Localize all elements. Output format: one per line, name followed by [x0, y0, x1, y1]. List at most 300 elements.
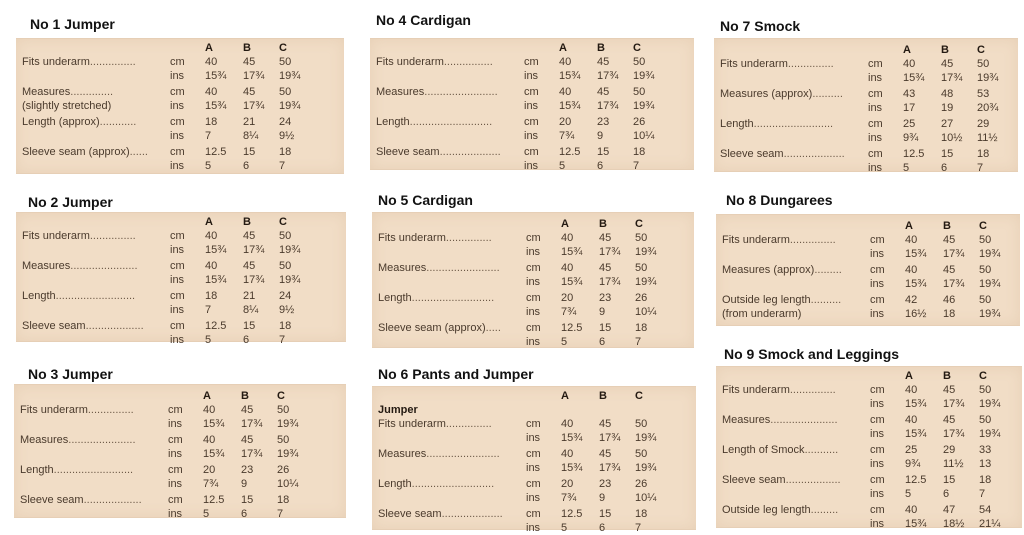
size-value: 9 — [241, 478, 248, 490]
unit-label: cm — [526, 418, 541, 430]
unit-label: cm — [868, 58, 883, 70]
size-value: 17¾ — [943, 398, 965, 410]
measurement-label — [22, 99, 111, 113]
leader-dots: ........................... — [411, 292, 495, 304]
size-value: 8¼ — [243, 130, 259, 142]
size-value: 19¾ — [979, 278, 1001, 290]
size-value: 25 — [905, 444, 918, 456]
leader-dots: ............... — [787, 58, 834, 70]
size-value: 50 — [633, 56, 646, 68]
leader-dots: ........................... — [409, 116, 493, 128]
measurement-label-text: Measures — [722, 414, 771, 426]
size-value: 50 — [977, 58, 990, 70]
measurement-label-text: Fits underarm — [720, 58, 788, 70]
size-table — [372, 212, 694, 348]
size-value: 17¾ — [599, 276, 621, 288]
measurement-label — [22, 319, 144, 333]
size-header: A — [903, 44, 911, 56]
size-value: 7 — [277, 508, 284, 520]
measurement-label — [378, 261, 500, 275]
size-value: 7 — [205, 304, 212, 316]
measurement-label-text: Fits underarm — [378, 232, 446, 244]
size-value: 26 — [277, 464, 290, 476]
unit-label: ins — [526, 522, 541, 534]
measurement-label-text: Length — [376, 116, 410, 128]
size-value: 45 — [241, 434, 254, 446]
measurement-label — [376, 55, 493, 69]
size-header: C — [635, 390, 643, 402]
measurement-label — [378, 291, 494, 305]
size-value: 15¾ — [203, 418, 225, 430]
measurement-label — [722, 307, 801, 321]
size-value: 19¾ — [635, 462, 657, 474]
unit-label: cm — [170, 86, 185, 98]
measurement-label-text: Measures — [378, 262, 427, 274]
leader-dots: ............ — [99, 116, 137, 128]
leader-dots: ........... — [804, 444, 839, 456]
unit-label: cm — [524, 116, 539, 128]
measurement-label — [720, 117, 833, 131]
unit-label: ins — [170, 130, 185, 142]
measurement-label — [722, 383, 836, 397]
size-value: 15 — [597, 146, 610, 158]
measurement-label-text: Measures (approx) — [720, 88, 813, 100]
measurement-label-text: Length — [22, 290, 56, 302]
leader-dots: ..... — [485, 322, 501, 334]
size-value: 12.5 — [561, 508, 583, 520]
size-value: 50 — [635, 448, 648, 460]
size-value: 9½ — [279, 304, 295, 316]
size-value: 15¾ — [905, 428, 927, 440]
size-value: 40 — [905, 234, 918, 246]
size-value: 9 — [599, 306, 606, 318]
measurement-label-text: Length — [378, 478, 412, 490]
size-value: 40 — [203, 404, 216, 416]
size-value: 25 — [903, 118, 916, 130]
size-header: B — [943, 220, 951, 232]
size-value: 15¾ — [561, 462, 583, 474]
card-no8-dungarees — [716, 190, 1022, 326]
measurement-label — [20, 463, 133, 477]
size-value: 45 — [599, 418, 612, 430]
size-value: 18 — [205, 116, 218, 128]
size-value: 24 — [279, 116, 292, 128]
size-value: 20 — [561, 478, 574, 490]
measurement-label-text: Fits underarm — [378, 418, 446, 430]
size-value: 18 — [633, 146, 646, 158]
measurement-label — [720, 147, 845, 161]
size-value: 18 — [943, 308, 956, 320]
unit-label: ins — [524, 160, 539, 172]
size-value: 7 — [635, 336, 642, 348]
size-value: 50 — [979, 384, 992, 396]
leader-dots: .................... — [783, 148, 845, 160]
measurement-label — [378, 231, 492, 245]
unit-label: cm — [526, 262, 541, 274]
size-value: 19¾ — [635, 432, 657, 444]
size-header: A — [905, 220, 913, 232]
size-value: 15 — [599, 322, 612, 334]
measurement-label — [20, 433, 136, 447]
size-table — [16, 38, 344, 174]
size-header: C — [277, 390, 285, 402]
size-value: 27 — [941, 118, 954, 130]
leader-dots: ................... — [83, 494, 142, 506]
size-value: 7¾ — [203, 478, 219, 490]
measurement-label-text: Fits underarm — [722, 234, 790, 246]
size-value: 45 — [243, 86, 256, 98]
size-value: 17¾ — [941, 72, 963, 84]
size-value: 48 — [941, 88, 954, 100]
unit-label: cm — [870, 444, 885, 456]
unit-label: cm — [168, 404, 183, 416]
unit-label: cm — [526, 478, 541, 490]
size-value: 50 — [277, 404, 290, 416]
leader-dots: ...................... — [68, 434, 136, 446]
measurement-label — [376, 85, 498, 99]
size-value: 19¾ — [279, 100, 301, 112]
size-value: 18 — [635, 322, 648, 334]
leader-dots: ...................... — [770, 414, 838, 426]
size-value: 54 — [979, 504, 992, 516]
card-no3-jumper — [14, 362, 346, 522]
size-value: 10¼ — [277, 478, 299, 490]
size-value: 15¾ — [203, 448, 225, 460]
unit-label: cm — [870, 384, 885, 396]
measurement-label-text: Outside leg length — [722, 294, 811, 306]
size-value: 15¾ — [905, 518, 927, 530]
size-value: 19¾ — [279, 274, 301, 286]
size-value: 21 — [243, 290, 256, 302]
size-value: 17¾ — [243, 274, 265, 286]
size-value: 50 — [979, 294, 992, 306]
size-value: 7 — [205, 130, 212, 142]
size-value: 5 — [203, 508, 210, 520]
leader-dots: ............... — [89, 230, 136, 242]
size-value: 21 — [243, 116, 256, 128]
leader-dots: .......................... — [753, 118, 834, 130]
size-header: B — [599, 218, 607, 230]
card-title: No 8 Dungarees — [726, 192, 833, 208]
size-value: 7¾ — [561, 492, 577, 504]
size-value: 5 — [559, 160, 566, 172]
measurement-label — [378, 321, 501, 335]
size-value: 15¾ — [561, 246, 583, 258]
leader-dots: .............. — [70, 86, 114, 98]
leader-dots: ......... — [810, 504, 839, 516]
unit-label: ins — [170, 100, 185, 112]
card-no7-smock — [714, 16, 1020, 172]
size-value: 45 — [943, 414, 956, 426]
size-value: 50 — [277, 434, 290, 446]
measurement-label-text: Sleeve seam — [378, 508, 442, 520]
size-value: 19¾ — [279, 70, 301, 82]
size-value: 50 — [279, 56, 292, 68]
size-value: 15¾ — [559, 100, 581, 112]
measurement-label-text: Measures — [22, 260, 71, 272]
unit-label: ins — [870, 428, 885, 440]
size-value: 7 — [635, 522, 642, 534]
size-header: C — [279, 216, 287, 228]
unit-label: cm — [526, 448, 541, 460]
size-value: 7 — [977, 162, 984, 174]
measurement-label — [722, 293, 841, 307]
card-title: No 2 Jumper — [28, 194, 113, 210]
unit-label: ins — [526, 336, 541, 348]
size-value: 12.5 — [905, 474, 927, 486]
size-value: 11½ — [943, 458, 964, 470]
size-value: 19¾ — [979, 248, 1001, 260]
unit-label: ins — [868, 132, 883, 144]
size-value: 12.5 — [205, 146, 227, 158]
size-value: 45 — [943, 384, 956, 396]
size-value: 12.5 — [205, 320, 227, 332]
measurement-label — [22, 229, 136, 243]
size-value: 23 — [599, 292, 612, 304]
size-value: 9 — [597, 130, 604, 142]
leader-dots: ........................... — [411, 478, 495, 490]
size-header: A — [561, 390, 569, 402]
unit-label: ins — [526, 246, 541, 258]
unit-label: cm — [168, 464, 183, 476]
size-header: B — [241, 390, 249, 402]
unit-label: cm — [526, 322, 541, 334]
unit-label: cm — [870, 264, 885, 276]
leader-dots: .......... — [810, 294, 842, 306]
measurement-label-text: Length (approx) — [22, 116, 100, 128]
size-value: 47 — [943, 504, 956, 516]
unit-label: ins — [526, 276, 541, 288]
unit-label: ins — [524, 130, 539, 142]
size-value: 50 — [635, 232, 648, 244]
leader-dots: ........................ — [426, 448, 500, 460]
size-value: 5 — [205, 160, 212, 172]
measurement-label — [376, 145, 501, 159]
size-value: 42 — [905, 294, 918, 306]
size-value: 20 — [559, 116, 572, 128]
unit-label: cm — [168, 434, 183, 446]
size-value: 40 — [903, 58, 916, 70]
size-value: 19¾ — [277, 418, 299, 430]
size-value: 19 — [941, 102, 954, 114]
leader-dots: ...... — [129, 146, 148, 158]
size-value: 45 — [941, 58, 954, 70]
size-header: A — [205, 42, 213, 54]
size-table — [14, 384, 346, 518]
measurement-label — [722, 413, 838, 427]
size-value: 45 — [943, 264, 956, 276]
measurement-label-text: Fits underarm — [22, 56, 90, 68]
size-value: 6 — [599, 522, 606, 534]
unit-label: cm — [526, 292, 541, 304]
size-value: 15 — [943, 474, 956, 486]
unit-label: cm — [170, 290, 185, 302]
unit-label: cm — [870, 504, 885, 516]
leader-dots: ...................... — [70, 260, 138, 272]
size-value: 29 — [977, 118, 990, 130]
measurement-label-text: Fits underarm — [722, 384, 790, 396]
card-title: No 5 Cardigan — [378, 192, 473, 208]
size-value: 24 — [279, 290, 292, 302]
size-value: 21¼ — [979, 518, 1001, 530]
size-value: 17¾ — [943, 278, 965, 290]
size-value: 15¾ — [205, 274, 227, 286]
size-value: 15 — [599, 508, 612, 520]
size-value: 26 — [633, 116, 646, 128]
leader-dots: ............... — [87, 404, 134, 416]
size-value: 18 — [205, 290, 218, 302]
size-value: 33 — [979, 444, 992, 456]
size-value: 10¼ — [635, 306, 657, 318]
unit-label: cm — [168, 494, 183, 506]
size-header: C — [977, 44, 985, 56]
leader-dots: ............... — [445, 232, 492, 244]
unit-label: ins — [870, 398, 885, 410]
size-value: 40 — [205, 56, 218, 68]
size-value: 6 — [599, 336, 606, 348]
size-value: 50 — [279, 86, 292, 98]
leader-dots: .......... — [812, 88, 843, 100]
measurement-label-text: Sleeve seam — [22, 320, 86, 332]
size-header: B — [943, 370, 951, 382]
measurement-label — [720, 57, 834, 71]
unit-label: cm — [170, 56, 185, 68]
size-value: 40 — [905, 414, 918, 426]
unit-label: ins — [526, 492, 541, 504]
measurement-label-text: Measures — [378, 448, 427, 460]
size-value: 40 — [205, 260, 218, 272]
size-value: 19¾ — [279, 244, 301, 256]
size-value: 26 — [635, 292, 648, 304]
size-value: 17¾ — [599, 462, 621, 474]
size-value: 7 — [279, 334, 286, 346]
size-value: 18 — [279, 146, 292, 158]
size-value: 40 — [559, 56, 572, 68]
size-header: A — [203, 390, 211, 402]
measurement-label-text: Sleeve seam — [20, 494, 84, 506]
measurement-label-text: Length — [378, 292, 412, 304]
card-no1-jumper — [16, 14, 346, 174]
leader-dots: ........................ — [424, 86, 498, 98]
card-title: No 6 Pants and Jumper — [378, 366, 534, 382]
size-value: 45 — [243, 260, 256, 272]
measurement-label-text: Fits underarm — [376, 56, 444, 68]
size-value: 6 — [943, 488, 950, 500]
size-value: 17¾ — [597, 100, 619, 112]
size-value: 6 — [243, 160, 250, 172]
measurement-label — [722, 473, 841, 487]
size-value: 17¾ — [241, 448, 263, 460]
size-value: 15¾ — [205, 100, 227, 112]
size-value: 50 — [979, 414, 992, 426]
size-value: 7¾ — [559, 130, 575, 142]
measurement-label — [378, 507, 503, 521]
size-value: 17¾ — [243, 70, 265, 82]
unit-label: ins — [168, 508, 183, 520]
size-value: 17¾ — [243, 100, 265, 112]
unit-label: cm — [526, 508, 541, 520]
size-value: 17¾ — [241, 418, 263, 430]
size-value: 15¾ — [561, 432, 583, 444]
size-value: 45 — [599, 232, 612, 244]
size-table — [372, 386, 696, 534]
measurement-label — [722, 503, 838, 517]
size-value: 10¼ — [633, 130, 655, 142]
size-header: A — [559, 42, 567, 54]
unit-label: ins — [526, 432, 541, 444]
size-header: B — [243, 42, 251, 54]
measurement-label — [720, 87, 843, 101]
size-value: 26 — [635, 478, 648, 490]
size-value: 45 — [599, 448, 612, 460]
size-header: B — [597, 42, 605, 54]
size-value: 15¾ — [905, 278, 927, 290]
size-value: 9 — [599, 492, 606, 504]
measurement-label — [22, 259, 138, 273]
size-table — [370, 38, 694, 170]
size-value: 5 — [561, 522, 568, 534]
size-value: 12.5 — [903, 148, 925, 160]
size-value: 17¾ — [243, 244, 265, 256]
size-value: 18 — [277, 494, 290, 506]
size-value: 19¾ — [977, 72, 999, 84]
size-value: 19¾ — [979, 308, 1001, 320]
size-value: 9¾ — [903, 132, 919, 144]
size-table — [714, 38, 1018, 172]
unit-label: ins — [170, 304, 185, 316]
size-value: 50 — [633, 86, 646, 98]
size-header: A — [205, 216, 213, 228]
unit-label: cm — [870, 474, 885, 486]
size-value: 40 — [559, 86, 572, 98]
size-value: 50 — [279, 260, 292, 272]
leader-dots: ............... — [789, 234, 836, 246]
unit-label: ins — [170, 70, 185, 82]
size-value: 8¼ — [243, 304, 259, 316]
unit-label: ins — [870, 308, 885, 320]
leader-dots: ............... — [89, 56, 136, 68]
unit-label: cm — [170, 260, 185, 272]
size-value: 6 — [241, 508, 248, 520]
size-table — [16, 212, 346, 346]
size-value: 15¾ — [559, 70, 581, 82]
measurement-label — [22, 55, 136, 69]
size-header: C — [635, 218, 643, 230]
size-table — [716, 366, 1022, 528]
measurement-label-text: (from underarm) — [722, 308, 802, 320]
measurement-label — [376, 115, 492, 129]
card-title: No 1 Jumper — [30, 16, 115, 32]
measurement-label-text: Sleeve seam — [720, 148, 784, 160]
leader-dots: .................... — [439, 146, 501, 158]
measurement-label — [22, 115, 136, 129]
leader-dots: ................... — [85, 320, 144, 332]
measurement-label-text: Outside leg length — [722, 504, 811, 516]
size-value: 19¾ — [633, 100, 655, 112]
leader-dots: ........................ — [426, 262, 500, 274]
measurement-label-text: (slightly stretched) — [22, 100, 112, 112]
size-value: 18 — [279, 320, 292, 332]
size-value: 11½ — [977, 132, 998, 144]
size-value: 17¾ — [943, 248, 965, 260]
size-header: B — [243, 216, 251, 228]
size-value: 20¾ — [977, 102, 999, 114]
unit-label: ins — [170, 244, 185, 256]
size-value: 45 — [241, 404, 254, 416]
measurement-label-text: Sleeve seam (approx) — [378, 322, 486, 334]
size-value: 17¾ — [943, 428, 965, 440]
size-value: 15¾ — [205, 244, 227, 256]
